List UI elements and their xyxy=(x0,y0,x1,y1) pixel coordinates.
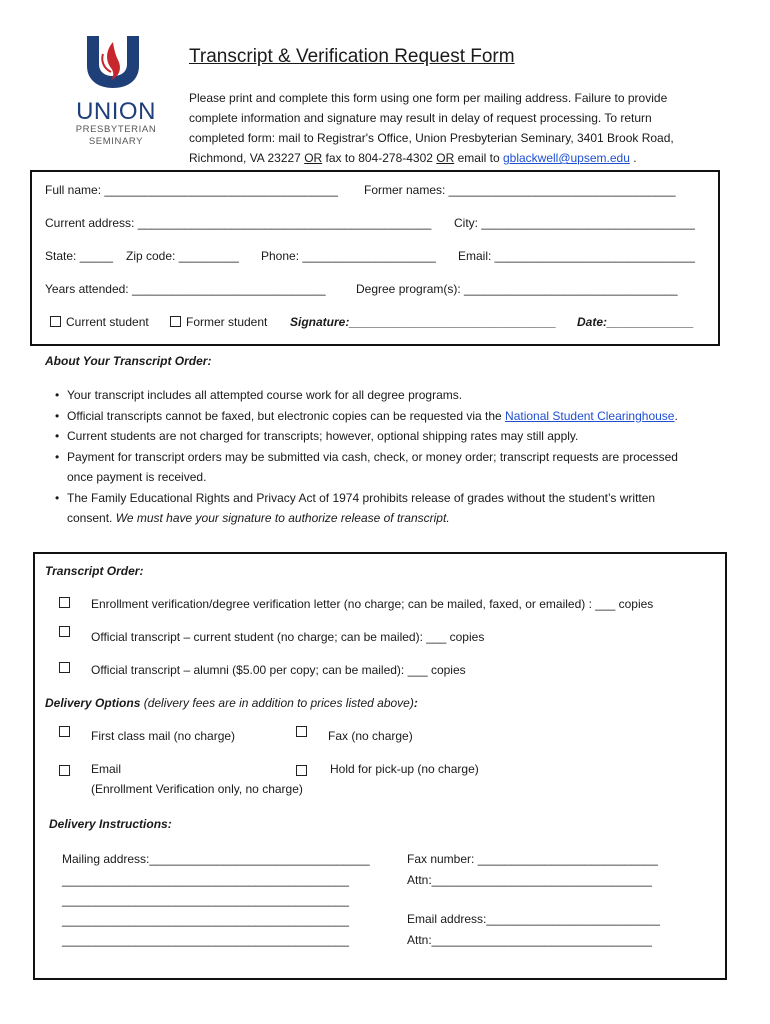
delivery-options-heading xyxy=(45,696,418,710)
full-name-field[interactable]: Full name: ___________________________________ xyxy=(45,183,338,197)
list-item xyxy=(45,447,735,488)
fax-checkbox[interactable] xyxy=(296,726,307,737)
alumni-transcript-checkbox[interactable] xyxy=(59,662,70,673)
intro-line: complete information and signature may result in delay of request processing. To return xyxy=(189,111,652,125)
intro-text-part: email to xyxy=(454,151,503,165)
hold-for-pickup-option: Hold for pick-up (no charge) xyxy=(330,762,479,776)
state-field[interactable]: State: _____ xyxy=(45,249,114,263)
list-item-text: Official transcripts cannot be faxed, but electronic copies can be requested via the xyxy=(67,408,506,423)
phone-field[interactable]: Phone: ____________________ xyxy=(261,249,436,263)
list-item-emphasis: We must have your signature to authorize release of transcript. xyxy=(115,511,450,525)
intro-line: completed form: mail to Registrar's Office, Union Presbyterian Seminary, 3401 Brook Road, xyxy=(189,131,674,145)
delivery-options-title: Delivery Options xyxy=(45,696,141,710)
list-item xyxy=(45,488,735,529)
city-field[interactable]: City: ________________________________ xyxy=(454,216,695,230)
list-item: • Your transcript includes all attempted course work for all degree programs. xyxy=(45,385,735,406)
email-link[interactable]: gblackwell@upsem.edu xyxy=(502,151,630,165)
logo-subtitle-line1: PRESBYTERIAN xyxy=(75,124,157,135)
email-delivery-option: Email xyxy=(91,762,122,776)
degree-program-field[interactable]: Degree program(s): ________________________________ xyxy=(356,282,678,296)
intro-or: OR xyxy=(436,151,455,165)
list-item: • Current students are not charged for transcripts; however, optional shipping rates may still apply. xyxy=(45,426,735,447)
intro-text-part: . xyxy=(629,151,637,165)
delivery-options-note: (delivery fees are in addition to prices listed above) xyxy=(140,696,414,710)
list-item-text: Payment for transcript orders may be submitted via cash, check, or money order; transcript requests are processed xyxy=(67,449,678,464)
logo-subtitle-line2: SEMINARY xyxy=(88,136,144,147)
date-field[interactable]: Date:_____________ xyxy=(577,315,694,329)
delivery-options-colon: : xyxy=(413,696,418,710)
about-list xyxy=(45,385,735,529)
fax-option: Fax (no charge) xyxy=(328,729,413,743)
intro-line xyxy=(189,148,729,168)
years-attended-field[interactable]: Years attended: _____________________________ xyxy=(45,282,326,296)
current-student-transcript-checkbox[interactable] xyxy=(59,626,70,637)
form-title: Transcript & Verification Request Form xyxy=(189,46,515,67)
checkbox[interactable] xyxy=(50,316,61,327)
intro-text-part: fax to 804-278-4302 xyxy=(322,151,437,165)
about-heading: About Your Transcript Order: xyxy=(45,354,212,368)
mailing-address-line[interactable]: ___________________________________________ xyxy=(62,873,349,887)
enrollment-verification-option: Enrollment verification/degree verification letter (no charge; can be mailed, faxed, or emailed) : ___ copies xyxy=(91,597,654,611)
email-delivery-note: (Enrollment Verification only, no charge) xyxy=(91,782,303,796)
checkbox[interactable] xyxy=(170,316,181,327)
list-item-text: consent. xyxy=(67,511,116,525)
fax-number-field[interactable]: Fax number: ___________________________ xyxy=(407,852,658,866)
list-item xyxy=(45,406,735,427)
former-student-option[interactable] xyxy=(170,315,267,329)
alumni-transcript-option: Official transcript – alumni ($5.00 per copy; can be mailed): ___ copies xyxy=(91,663,466,677)
mailing-address-line[interactable]: ___________________________________________ xyxy=(62,913,349,927)
current-student-transcript-option: Official transcript – current student (no charge; can be mailed): ___ copies xyxy=(91,630,485,644)
mailing-address-line[interactable]: ___________________________________________ xyxy=(62,893,349,907)
intro-or: OR xyxy=(304,151,323,165)
current-student-label: Current student xyxy=(66,315,149,329)
hold-for-pickup-checkbox[interactable] xyxy=(296,765,307,776)
list-item-text: The Family Educational Rights and Privacy Act of 1974 prohibits release of grades without the student’s written xyxy=(67,490,656,505)
first-class-mail-checkbox[interactable] xyxy=(59,726,70,737)
signature-field[interactable]: Signature:_______________________________ xyxy=(290,315,557,329)
enrollment-verification-checkbox[interactable] xyxy=(59,597,70,608)
intro-text xyxy=(189,88,729,168)
fax-attn-field[interactable]: Attn:_________________________________ xyxy=(407,873,652,887)
email-delivery-checkbox[interactable] xyxy=(59,765,70,776)
mailing-address-field[interactable]: Mailing address:_________________________________ xyxy=(62,852,370,866)
list-item-text: . xyxy=(674,408,678,423)
email-attn-field[interactable]: Attn:_________________________________ xyxy=(407,933,652,947)
transcript-order-heading: Transcript Order: xyxy=(45,564,144,578)
first-class-mail-option: First class mail (no charge) xyxy=(91,729,236,743)
email-field[interactable]: Email: ______________________________ xyxy=(458,249,695,263)
former-student-label: Former student xyxy=(186,315,268,329)
clearinghouse-link[interactable]: National Student Clearinghouse xyxy=(505,408,675,423)
list-item-text: once payment is received. xyxy=(67,470,207,484)
former-names-field[interactable]: Former names: __________________________________ xyxy=(364,183,676,197)
logo-subtitle xyxy=(68,124,164,148)
delivery-instructions-heading: Delivery Instructions: xyxy=(49,817,172,831)
mailing-address-line[interactable]: ___________________________________________ xyxy=(62,933,349,947)
intro-line: Please print and complete this form using one form per mailing address. Failure to provide xyxy=(189,91,668,105)
email-address-field[interactable]: Email address:__________________________ xyxy=(407,912,660,926)
zip-code-field[interactable]: Zip code: _________ xyxy=(126,249,239,263)
current-address-field[interactable]: Current address: ____________________________________________ xyxy=(45,216,432,230)
intro-text-part: Richmond, VA 23227 xyxy=(189,151,305,165)
current-student-option[interactable] xyxy=(50,315,149,329)
logo-wordmark: UNION xyxy=(76,98,156,125)
